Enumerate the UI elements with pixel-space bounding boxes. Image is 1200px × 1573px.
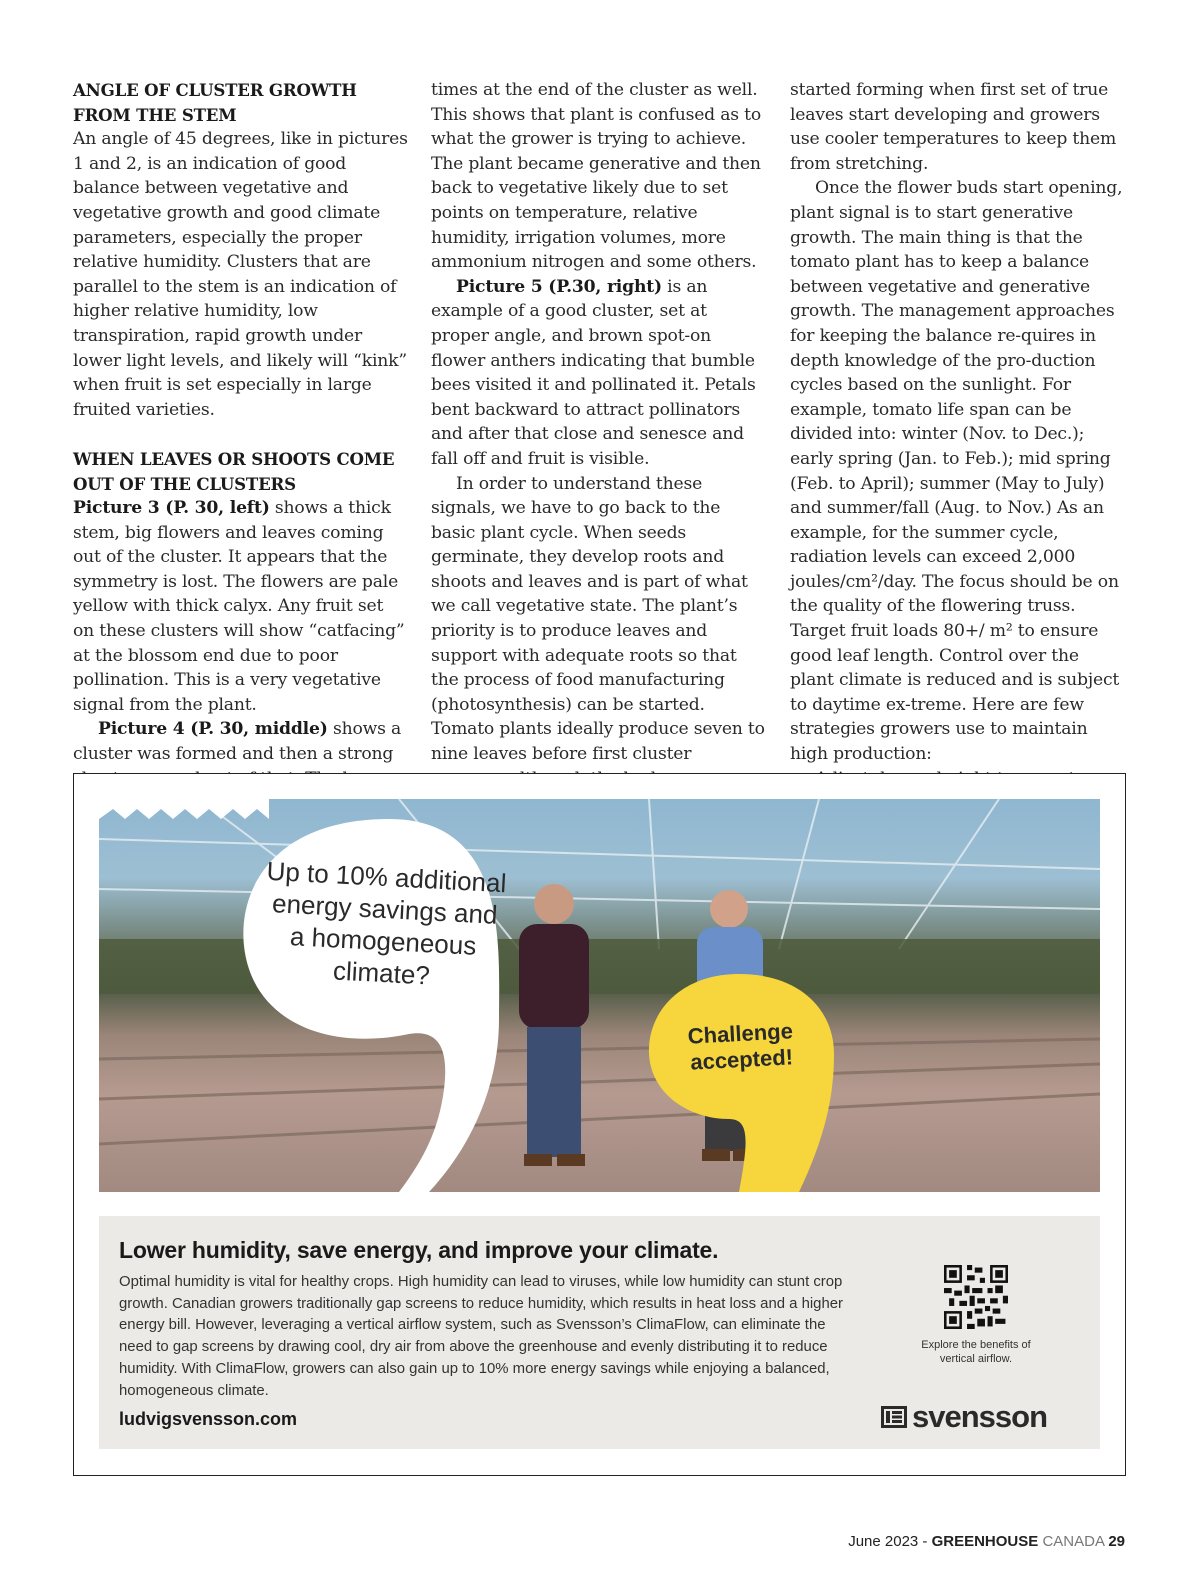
svensson-wordmark: svensson — [912, 1399, 1048, 1434]
qr-code-icon[interactable] — [944, 1265, 1008, 1329]
ad-photo — [99, 799, 1100, 1192]
section-heading: WHEN LEAVES OR SHOOTS COME OUT OF THE CLUSTERS — [73, 448, 395, 494]
magazine-brand-suffix: CANADA — [1038, 1533, 1109, 1550]
white-bubble-text: Up to 10% additional energy savings and a homogeneous climate? — [265, 855, 508, 991]
article-columns — [73, 78, 1125, 765]
advertisement — [73, 773, 1126, 1476]
svensson-logo-icon — [881, 1406, 907, 1428]
issue-date: June 2023 - — [848, 1533, 932, 1550]
paragraph: started forming when first set of true leaves start developing and growers use cooler temperatures to keep them from stretching. — [790, 80, 1117, 174]
magazine-brand: GREENHOUSE — [931, 1533, 1039, 1550]
paragraph: Once the flower buds start opening, plant signal is to start generative growth. The main thing is that the tomato plant has to keep a balance between vegetative and generative growth. The management approaches for keeping the balance re-quires in depth knowledge of the pro-duction cycles based on the sunlight. For example, tomato life span can be divided into: winter (Nov. to Dec.); early spring (Jan. to Feb.); mid spring (Feb. to April); summer (May to July) and summer/fall (Aug. to Nov.) As an example, for the summer cycle, radiation levels can exceed 2,000 joules/cm²/day. The focus should be on the quality of the flowering truss. Target fruit loads 80+/ m² to ensure good leaf length. Control over the plant climate is reduced and is subject to daytime ex-treme. Here are few strategies growers use to maintain high production: — [790, 178, 1123, 765]
paragraph: Picture 5 (P.30, right) is an example of a good cluster, set at proper angle, and brown spot-on flower anthers indicating that bumble bees visited it and pollinated it. Petals bent backward to attract pollinators and after that close and senesce and fall off and fruit is visible. — [431, 276, 756, 469]
paragraph: An angle of 45 degrees, like in pictures 1 and 2, is an indication of good balance between vegetative and vegetative growth and good climate parameters, especially the proper relative humidity. Clusters that are parallel to the stem is an indication of higher relative humidity, low transpiration, rapid growth under lower light levels, and likely will “kink” when fruit is set especially in large fruited varieties. — [73, 129, 408, 420]
picture-reference: Picture 3 (P. 30, left) — [73, 498, 270, 519]
picture-reference: Picture 4 (P. 30, middle) — [98, 719, 328, 740]
section-heading: ANGLE OF CLUSTER GROWTH FROM THE STEM — [73, 80, 357, 125]
ad-headline: Lower humidity, save energy, and improve your climate. — [119, 1237, 719, 1263]
svensson-logo — [881, 1399, 1048, 1434]
ad-info-panel — [99, 1216, 1100, 1449]
greenhouse-illustration — [99, 799, 1100, 1192]
yellow-bubble-text: Challenge accepted! — [687, 1018, 794, 1075]
ad-body-text: Optimal humidity is vital for healthy crops. High humidity can lead to viruses, while low humidity can stunt crop growth. Canadian growers traditionally gap screens to reduce humidity, which results in heat loss and a higher energy bill. However, leveraging a vertical airflow system, such as Svensson’s ClimaFlow, can eliminate the need to gap screens by drawing cool, dry air from above the greenhouse and evenly distributing it to reduce humidity. With ClimaFlow, growers can also gain up to 10% more energy savings while enjoying a balanced, homogeneous climate. — [119, 1274, 843, 1399]
column-2 — [431, 78, 767, 840]
paragraph: In order to understand these signals, we have to go back to the basic plant cycle. When seeds germinate, they develop roots and shoots and leaves and is part of what we call vegetative state. The plant’s priority is to produce leaves and support with adequate roots so that the process of food manufacturing (photosynthesis) can be started. Tomato plants ideally produce seven to nine leaves before first cluster — [431, 473, 765, 765]
paragraph: Picture 3 (P. 30, left) shows a thick stem, big flowers and leaves coming out of the cluster. It appears that the symmetry is lost. The flowers are pale yellow with thick calyx. Any fruit set on these clusters will show “catfacing” at the blossom end due to poor pollination. This is a very vegetative signal from the plant. — [73, 498, 405, 715]
page-footer — [848, 1533, 1125, 1550]
picture-reference: Picture 5 (P.30, right) — [456, 276, 662, 297]
page-number: 29 — [1108, 1533, 1125, 1550]
column-3 — [790, 78, 1126, 865]
qr-caption: Explore the benefits of vertical airflow. — [921, 1339, 1031, 1365]
column-1 — [73, 78, 409, 840]
paragraph: Picture 4 (P. 30, middle) shows a cluster was formed and then a strong — [73, 719, 402, 765]
paragraph: times at the end of the cluster as well. This shows that plant is confused as to what the grower is trying to achieve. The plant became generative and then back to vegetative likely due to set points on temperature, relative humidity, irrigation volumes, more ammonium nitrogen and some others. — [431, 80, 762, 273]
ad-website-link[interactable]: ludvigsvensson.com — [119, 1409, 298, 1429]
